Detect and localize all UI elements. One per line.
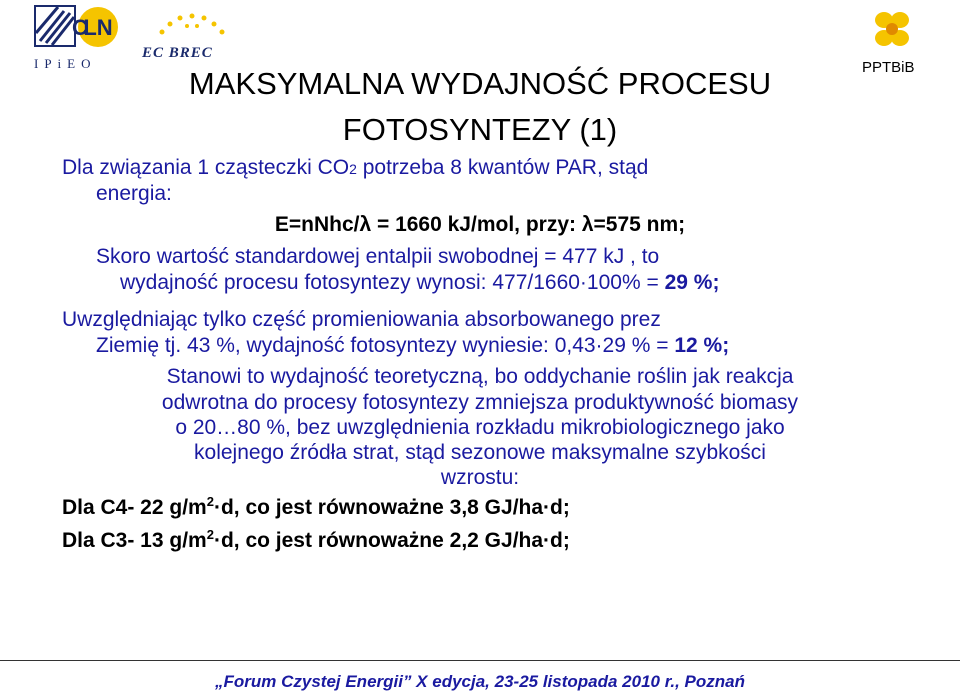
paragraph-enthalpy-line-2 (120, 271, 719, 295)
co2-subscript: 2 (349, 161, 357, 177)
efficiency-29-value: 29 %; (664, 271, 720, 294)
paragraph-theoretical-line-3: o 20…80 %, bez uwzględnienia rozkładu mikrobiologicznego jako (175, 416, 785, 439)
paragraph-theoretical-line-4: kolejnego źródła strat, stąd sezonowe maksymalne szybkości (194, 441, 766, 464)
page-title-line-2: FOTOSYNTEZY (1) (342, 112, 618, 147)
page-title-line-1: MAKSYMALNA WYDAJNOŚĆ PROCESU (188, 66, 772, 101)
paragraph-enthalpy-line-1: Skoro wartość standardowej entalpii swobodnej = 477 kJ , to (96, 245, 660, 268)
footer-text: „Forum Czystej Energii” X edycja, 23-25 listopada 2010 r., Poznań (214, 672, 746, 691)
c4-productivity-line (62, 496, 570, 520)
c4-text-end: ·d, co jest równoważne 3,8 GJ/ha·d; (213, 496, 570, 519)
paragraph-theoretical-line-5: wzrostu: (440, 466, 520, 489)
c3-productivity-line (62, 529, 570, 553)
svg-text:LN: LN (83, 15, 113, 40)
c3-text: Dla C3- 13 g/m (62, 529, 207, 552)
c3-text-end: ·d, co jest równoważne 2,2 GJ/ha·d; (213, 529, 570, 552)
energy-formula: E=nNhc/λ = 1660 kJ/mol, przy: λ=575 nm; (274, 213, 686, 236)
c4-superscript: 2 (206, 494, 214, 509)
efficiency-12-value: 12 %; (674, 334, 730, 357)
enthalpy-text: wydajność procesu fotosyntezy wynosi: 477/1660·100% = (120, 271, 665, 294)
solar-panel-icon (34, 5, 124, 51)
paragraph-co2-text: Dla związania 1 cząsteczki CO (62, 156, 350, 179)
ecbrec-logo-text: EC BREC (142, 45, 213, 61)
paragraph-absorbed-line-1: Uwzględniając tylko część promieniowania absorbowanego prez (62, 308, 661, 331)
paragraph-absorbed-line-2 (96, 334, 729, 358)
paragraph-co2-line-1 (62, 156, 648, 180)
stars-ring-icon (142, 12, 242, 40)
pptbib-logo-text: PPTBiB (862, 59, 915, 76)
ecbrec-logo (142, 12, 242, 72)
pptbib-logo (862, 8, 950, 74)
ipieo-logo (34, 5, 124, 71)
absorbed-text: Ziemię tj. 43 %, wydajność fotosyntezy wyniesie: 0,43·29 % = (96, 334, 675, 357)
paragraph-co2-line-2: energia: (96, 182, 172, 205)
svg-text:C: C (72, 15, 88, 40)
paragraph-theoretical-line-1: Stanowi to wydajność teoretyczną, bo oddychanie roślin jak reakcja (166, 365, 794, 388)
paragraph-theoretical-line-2: odwrotna do procesy fotosyntezy zmniejsza produktywność biomasy (161, 391, 799, 414)
c3-superscript: 2 (206, 527, 214, 542)
ipieo-logo-text: IPiEO (34, 56, 97, 71)
flower-icon (866, 8, 916, 54)
paragraph-co2-text-end: potrzeba 8 kwantów PAR, stąd (356, 156, 649, 179)
c4-text: Dla C4- 22 g/m (62, 496, 207, 519)
footer-divider (0, 660, 960, 661)
